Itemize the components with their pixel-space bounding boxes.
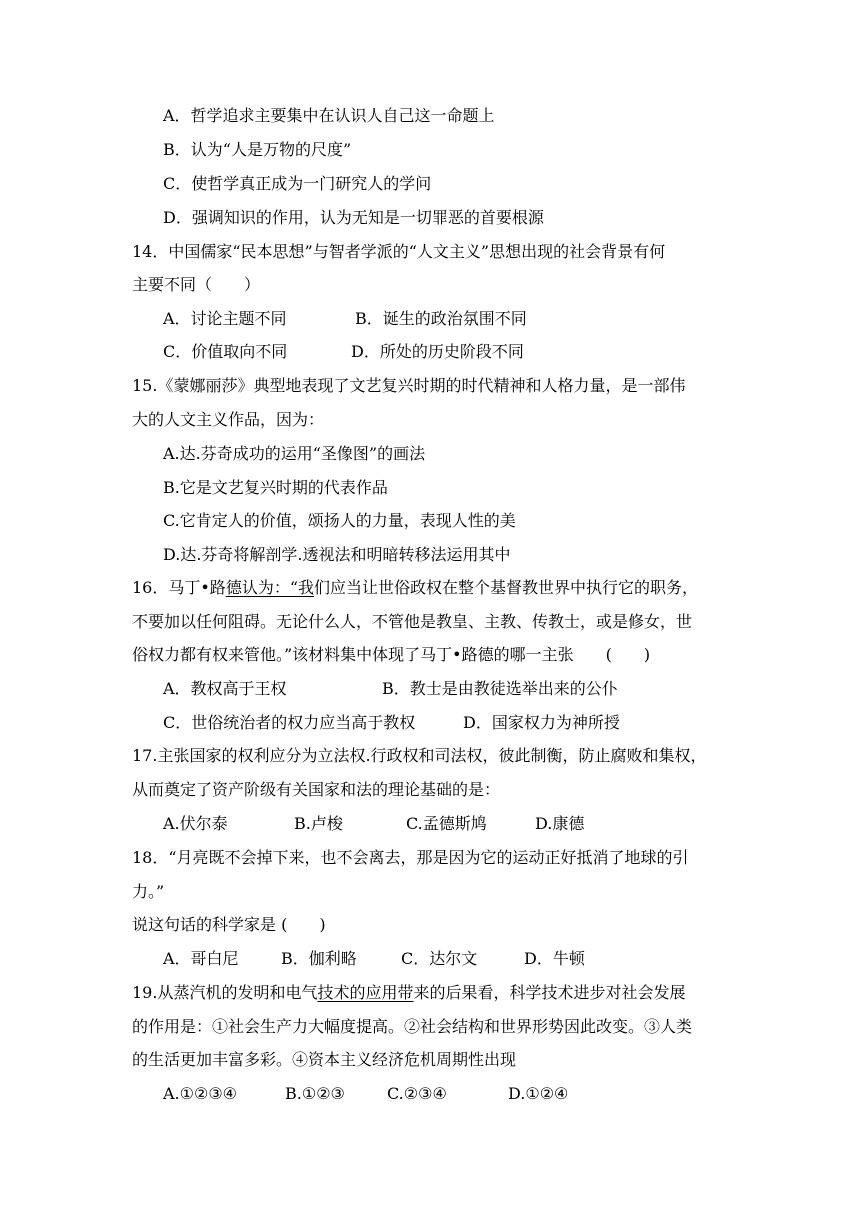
q15-stem-line1: 15.《蒙娜丽莎》典型地表现了文艺复兴时期的时代精神和人格力量，是一部伟 (132, 376, 686, 395)
q14-option-a: A．讨论主题不同 (163, 309, 287, 328)
q19-option-d: D.①②④ (508, 1084, 569, 1103)
q15-stem-line2: 大的人文主义作品，因为： (132, 410, 325, 429)
q16-stem-part1: 16．马丁•路 (132, 578, 226, 597)
q15-option-b: B.它是文艺复兴时期的代表作品 (163, 478, 388, 497)
q19-stem-underlined: 技术的应用带 (317, 983, 414, 1002)
q19-stem-part1: 19.从蒸汽机的发明和电气 (132, 983, 318, 1002)
q15-option-c: C.它肯定人的价值，颂扬人的力量，表现人性的美 (163, 511, 516, 530)
q19-stem-part2: 来的后果看，科学技术进步对社会发展 (413, 983, 686, 1002)
q13-option-b: B．认为“人是万物的尺度” (163, 140, 352, 159)
q18-stem-line3: 说这句话的科学家是 ( ) (132, 915, 326, 934)
q14-stem-line2: 主要不同（ ） (132, 275, 261, 294)
q19-option-c: C.②③④ (387, 1084, 447, 1103)
q13-option-c: C．使哲学真正成为一门研究人的学问 (163, 174, 432, 193)
q14-option-c: C．价值取向不同 (163, 342, 288, 361)
q18-option-a: A．哥白尼 (163, 949, 239, 968)
q14-options-row2 (163, 341, 524, 363)
q16-stem-line1 (132, 577, 698, 599)
q16-option-c: C．世俗统治者的权力应当高于教权 (163, 713, 416, 732)
q16-option-a: A．教权高于王权 (163, 679, 287, 698)
q13-option-d: D．强调知识的作用，认为无知是一切罪恶的首要根源 (163, 208, 544, 227)
q17-option-a: A.伏尔泰 (163, 814, 228, 833)
q18-option-c: C．达尔文 (401, 949, 478, 968)
q18-option-d: D．牛顿 (524, 949, 585, 968)
q17-option-b: B.卢梭 (294, 814, 343, 833)
q16-option-d: D．国家权力为神所授 (463, 713, 620, 732)
q17-stem-line1: 17.主张国家的权利应分为立法权.行政权和司法权，彼此制衡，防止腐败和集权， (132, 746, 707, 765)
q15-option-a: A.达.芬奇成功的运用“圣像图”的画法 (163, 444, 426, 463)
q16-stem-line2: 不要加以任何阻碍。无论什么人，不管他是教皇、主教、传教士，或是修女，世 (132, 612, 693, 631)
q14-options-row1 (163, 308, 527, 330)
q16-option-b: B．教士是由教徒选举出来的公仆 (382, 679, 618, 698)
q16-stem-underlined: 德认为：“我 (225, 578, 314, 597)
q19-stem-line3: 的生活更加丰富多彩。④资本主义经济危机周期性出现 (132, 1050, 517, 1069)
q19-option-b: B.①②③ (285, 1084, 345, 1103)
q18-stem-line2: 力。” (132, 882, 165, 901)
q18-options-row (163, 948, 585, 970)
q16-options-row2 (163, 712, 620, 734)
q17-option-c: C.孟德斯鸠 (406, 814, 487, 833)
q16-stem-part2: 们应当让世俗政权在整个基督教世界中执行它的职务， (314, 578, 699, 597)
q18-option-b: B．伽利略 (281, 949, 357, 968)
q19-options-row (163, 1083, 568, 1105)
q18-stem-line1: 18．“月亮既不会掉下来，也不会离去，那是因为它的运动正好抵消了地球的引 (132, 848, 689, 867)
q17-option-d: D.康德 (535, 814, 585, 833)
q19-stem-line1 (132, 982, 685, 1004)
q14-option-b: B．诞生的政治氛围不同 (355, 309, 527, 328)
q16-options-row1 (163, 678, 618, 700)
q15-option-d: D.达.芬奇将解剖学.透视法和明暗转移法运用其中 (163, 545, 511, 564)
q19-stem-line2: 的作用是：①社会生产力大幅度提高。②社会结构和世界形势因此改变。③人类 (132, 1017, 693, 1036)
q19-option-a: A.①②③④ (163, 1084, 238, 1103)
q17-stem-line2: 从而奠定了资产阶级有关国家和法的理论基础的是： (132, 780, 501, 799)
q13-option-a: A．哲学追求主要集中在认识人自己这一命题上 (163, 106, 495, 125)
q14-option-d: D．所处的历史阶段不同 (351, 342, 524, 361)
q16-stem-line3: 俗权力都有权来管他。”该材料集中体现了马丁•路德的哪一主张 ( ) (132, 645, 651, 664)
q14-stem-line1: 14．中国儒家“民本思想”与智者学派的“人文主义”思想出现的社会背景有何 (132, 242, 666, 261)
q17-options-row (163, 813, 584, 835)
